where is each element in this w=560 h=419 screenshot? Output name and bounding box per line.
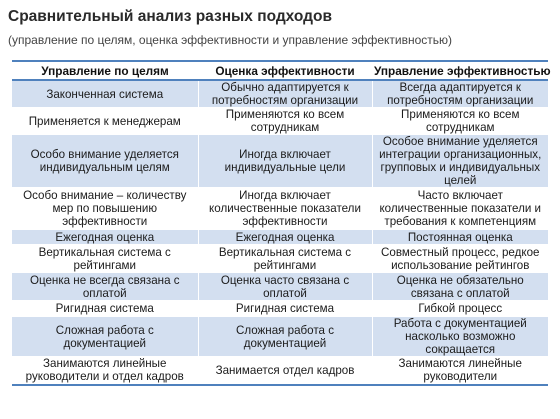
table-cell: Особо внимание уделяется индивидуальным целям	[12, 135, 198, 188]
table-cell: Особо внимание – количеству мер по повышению эффективности	[12, 188, 198, 230]
table-cell: Часто включает количественные показатели и требования к компетенциям	[372, 188, 548, 230]
table-cell: Всегда адаптируется к потребностям организации	[372, 80, 548, 108]
table-cell: Ежегодная оценка	[12, 230, 198, 245]
table-cell: Гибкой процесс	[372, 301, 548, 317]
table-row	[12, 245, 548, 273]
table-row	[12, 273, 548, 301]
table-row	[12, 230, 548, 245]
table-cell: Вертикальная система с рейтингами	[198, 245, 372, 273]
table-cell: Применяется к менеджерам	[12, 108, 198, 135]
table-cell: Особое внимание уделяется интеграции организационных, групповых и индивидуальных целей	[372, 135, 548, 188]
table-cell: Занимается отдел кадров	[198, 357, 372, 385]
table-cell: Вертикальная система с рейтингами	[12, 245, 198, 273]
table-cell: Занимаются линейные руководители и отдел кадров	[12, 357, 198, 385]
table-cell: Оценка не обязательно связана с оплатой	[372, 273, 548, 301]
table-cell: Работа с документацией насколько возможно сокращается	[372, 317, 548, 357]
column-header-performance-appraisal: Оценка эффективности	[198, 61, 372, 80]
table-cell: Занимаются линейные руководители	[372, 357, 548, 385]
table-row	[12, 135, 548, 188]
table-cell: Постоянная оценка	[372, 230, 548, 245]
table-cell: Ригидная система	[12, 301, 198, 317]
table-cell: Ежегодная оценка	[198, 230, 372, 245]
table-cell: Обычно адаптируется к потребностям организации	[198, 80, 372, 108]
page-title: Сравнительный анализ разных подходов	[8, 8, 333, 25]
table-cell: Оценка часто связана с оплатой	[198, 273, 372, 301]
table-cell: Иногда включает количественные показатели эффективности	[198, 188, 372, 230]
table-row	[12, 80, 548, 108]
table-cell: Сложная работа с документацией	[198, 317, 372, 357]
table-row	[12, 317, 548, 357]
comparison-table	[12, 60, 551, 386]
table-cell: Применяются ко всем сотрудникам	[198, 108, 372, 135]
column-header-mbo: Управление по целям	[12, 61, 198, 80]
table-cell: Ригидная система	[198, 301, 372, 317]
page-subtitle: (управление по целям, оценка эффективности и управление эффективностью)	[8, 33, 453, 47]
table-cell: Совместный процесс, редкое использование рейтингов	[372, 245, 548, 273]
table-row	[12, 301, 548, 317]
table-row	[12, 108, 548, 135]
table-row	[12, 357, 548, 385]
table-cell: Сложная работа с документацией	[12, 317, 198, 357]
table-cell: Иногда включает индивидуальные цели	[198, 135, 372, 188]
table-cell: Законченная система	[12, 80, 198, 108]
table-header-row	[12, 61, 548, 80]
table-row	[12, 188, 548, 230]
table-cell: Оценка не всегда связана с оплатой	[12, 273, 198, 301]
column-header-performance-management: Управление эффективностью	[372, 61, 548, 80]
table-cell: Применяются ко всем сотрудникам	[372, 108, 548, 135]
